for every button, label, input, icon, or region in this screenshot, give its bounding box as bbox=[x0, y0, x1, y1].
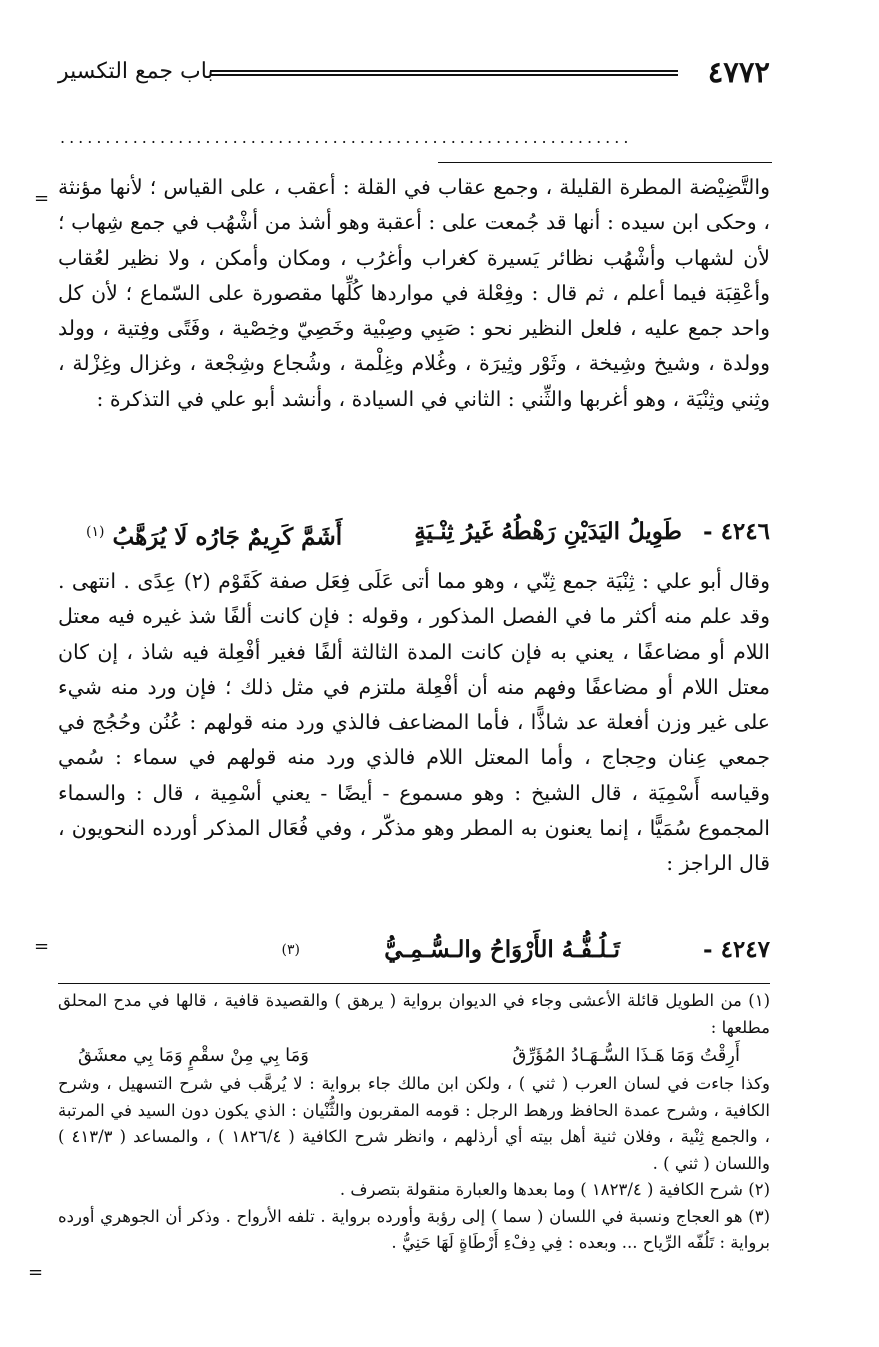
verse-number: ٤٢٤٧ - bbox=[703, 936, 770, 963]
main-text-block-2 bbox=[58, 564, 770, 882]
continuation-mark-top: = bbox=[34, 188, 50, 209]
main-text-block-1 bbox=[58, 170, 770, 417]
footnote-ref-3: (٣) bbox=[281, 942, 300, 958]
footnotes-block bbox=[58, 988, 770, 1257]
continuation-mark-verse: = bbox=[34, 936, 50, 957]
verse-second-hemistich bbox=[86, 512, 342, 558]
page-header bbox=[58, 52, 770, 96]
header-double-rule bbox=[210, 70, 678, 76]
footnote-1-intro: (١) من الطويل قائلة الأعشى وجاء في الديوان برواية ( يرهق ) والقصيدة قافية ، قالها في مدح المحلق مطلعها : bbox=[58, 991, 770, 1037]
footnote-ref-1: (١) bbox=[86, 524, 105, 540]
footnote-verse-first: أَرِقْتُ وَمَا هَـذَا السُّـهَـادُ المُؤَرِّقُ bbox=[512, 1045, 740, 1066]
dotted-separator: ............................................................... bbox=[60, 128, 633, 147]
verse-4247 bbox=[58, 930, 770, 970]
main-paragraph-1: والتَّضِيْضة المطرة القليلة ، وجمع عقاب في القلة : أعقب ، على القياس ؛ لأنها مؤنثة ، وحكى ابن سيده : أنها قد جُمعت على : أعقبة وهو أشذ من أشْهُب في جمع شِهاب ؛ لأن لشهاب وأشْهُب نظائر يَسيرة كغراب وأغرُب ، ومكان وأمكن ، ولا نظير لعُقاب وأعْقِبَة فيما أعلم ، ثم قال : وفِعْلة في مواردها كُلِّها مقصورة على السّماع ؛ لأن كل واحد جمع عليه ، فلعل النظير نحو : صَبِي وصِبْية وخَصِيّ وخِصْية ، وفَتًى وفِتية ، وولد وولدة ، وشيخ وشِيخة ، وثَوْر وثِيرَة ، وغُلام وغِلْمة ، وشُجاع وشِجْعة ، وغزال وغِزْلة ، وثِني وثِنْيَة ، وهو أغربها والثِّني : الثاني في السيادة ، وأنشد أبو علي في التذكرة : bbox=[58, 175, 770, 411]
footnote-3: (٣) هو العجاج ونسبة في اللسان ( سما ) إلى رؤبة وأورده برواية . تلفه الأرواح . وذكر أن الجوهري أورده برواية : تَلُفّه الرِّياح ... وبعده : فِي دِفْءِ أَرْطَاةٍ لَهَا حَنِيُّ . bbox=[58, 1206, 770, 1252]
verse-4246 bbox=[58, 512, 770, 552]
verse-text: تَـلُـفُّـهُ الأَرْوَاحُ والـسُّـمِـيُّ bbox=[384, 936, 620, 963]
footnote-1-verse bbox=[58, 1041, 770, 1071]
footnote-2: (٢) شرح الكافية ( ١٨٢٣/٤ ) وما بعدها والعبارة منقولة بتصرف . bbox=[339, 1180, 770, 1199]
continuation-rule bbox=[438, 162, 772, 163]
footnote-1-body: وكذا جاءت في لسان العرب ( ثني ) ، ولكن ابن مالك جاء برواية : لا يُرهَّب في شرح التسهيل ، وشرح الكافية ، وشرح عمدة الحافظ ورهط الرجل : قومه المقربون والثُّنْيان : الذي يكون دون السيد في المرتبة ، والجمع ثِنْية ، وفلان ثنية أهل بيته أي أرذلهم ، وانظر شرح الكافية ( ١٨٢٦/٤ ) ، والمساعد ( ٤١٣/٣ ) واللسان ( ثني ) . bbox=[58, 1074, 770, 1173]
page-number: ٤٧٧٢ bbox=[707, 55, 770, 89]
verse-number: ٤٢٤٦ - bbox=[703, 518, 770, 545]
main-paragraph-2: وقال أبو علي : ثِنْيَة جمع ثِنّي ، وهو مما أتى عَلَى فِعَل صفة كَقَوْم (٢) عِدًى . انتهى . وقد علم منه أكثر ما في الفصل المذكور ، وقوله : فإن كانت ألفًا شذ غيره فيه معتل اللام أو مضاعفًا ، يعني به فإن كانت المدة الثالثة ألفًا فغير أفْعِلة فيه شاذ ، إن كان معتل اللام أو مضاعفًا وفهم منه أن أفْعِلة ملتزم في مثل ذلك ؛ فإن ورد منه شيء على غير وزن أفعلة عد شاذًّا ، فأما المضاعف فالذي ورد منه قولهم : عُنُن وحُجُج في جمعي عِنان وحِجاج ، وأما المعتل اللام فالذي ورد منه قولهم في سماء : سُمي وقياسه أَسْمِيَة ، قال الشيخ : وهو مسموع - أيضًا - يعني أسْمِية ، قال : والسماء المجموع سُمَيًّا ، إنما يعنون به المطر وهو مذكّر ، وفي فُعَال المذكر أورده النحويون ، قال الراجز : bbox=[58, 569, 770, 876]
verse-first-hemistich: طَوِيلُ اليَدَيْنِ رَهْطُهُ غَيرُ ثِنْـيَةٍ bbox=[414, 518, 682, 545]
verse-second-text: أَشَمَّ كَرِيمٌ جَارُه لَا يُرَهَّبُ bbox=[112, 523, 343, 551]
continuation-mark-bottom: = bbox=[28, 1262, 44, 1283]
footnote-separator bbox=[58, 983, 770, 984]
footnote-verse-second: وَمَا بِي مِنْ سقْمٍ وَمَا بِي معشَقُ bbox=[78, 1045, 309, 1066]
running-title: باب جمع التكسير bbox=[58, 59, 214, 84]
